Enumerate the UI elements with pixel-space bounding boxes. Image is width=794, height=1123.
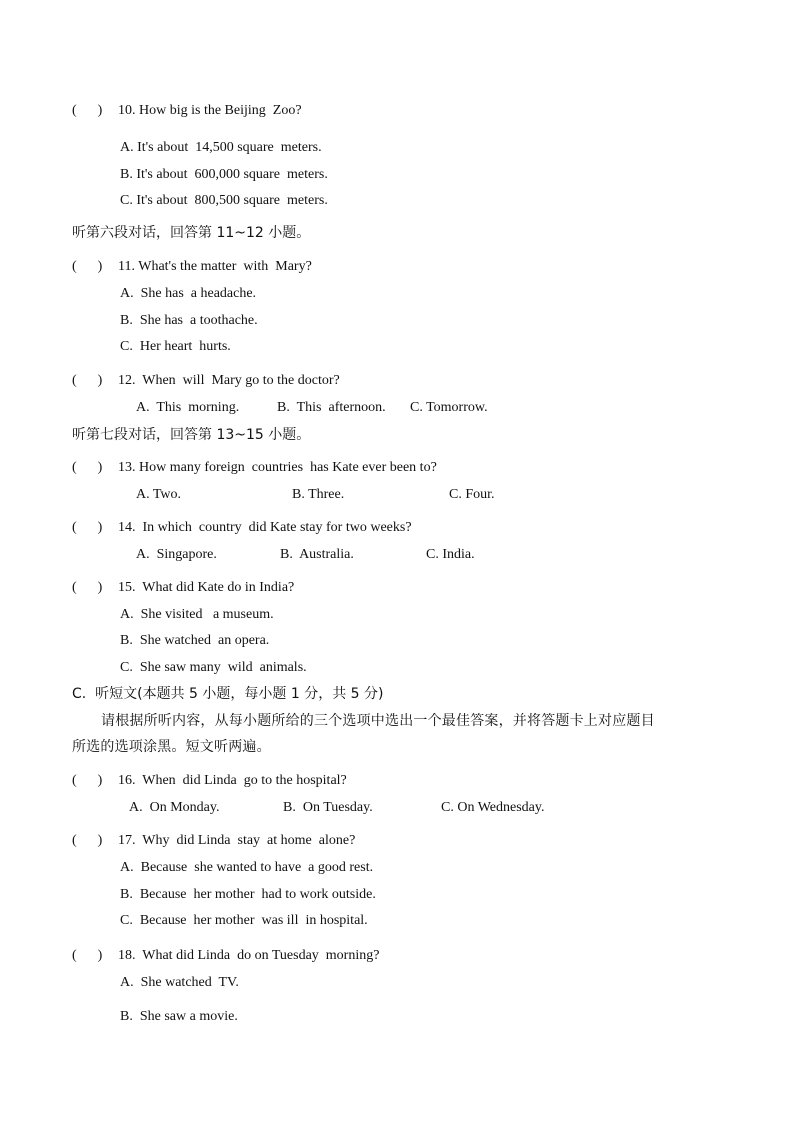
- option-c: C. It's about 800,500 square meters.: [120, 193, 328, 208]
- answer-blank: ( ): [72, 773, 103, 788]
- option-a: A. Singapore.: [136, 547, 217, 562]
- option-b: B. She has a toothache.: [120, 313, 258, 328]
- part-c-heading: C. 听短文(本题共 5 小题，每小题 1 分，共 5 分): [72, 686, 384, 702]
- option-b: B. Three.: [292, 487, 345, 502]
- question-stem: 11. What's the matter with Mary?: [118, 259, 312, 274]
- question-stem: 14. In which country did Kate stay for two weeks?: [118, 520, 412, 535]
- section-heading-6: 听第六段对话，回答第 11~12 小题。: [72, 225, 311, 241]
- option-a: A. On Monday.: [129, 800, 220, 815]
- question-stem: 13. How many foreign countries has Kate ever been to?: [118, 460, 437, 475]
- option-c: C. Her heart hurts.: [120, 339, 231, 354]
- answer-blank: ( ): [72, 948, 103, 963]
- option-c: C. India.: [426, 547, 475, 562]
- option-a: A. It's about 14,500 square meters.: [120, 140, 322, 155]
- option-b: B. Australia.: [280, 547, 354, 562]
- answer-blank: ( ): [72, 460, 103, 475]
- question-stem: 10. How big is the Beijing Zoo?: [118, 103, 302, 118]
- option-a: A. She watched TV.: [120, 975, 239, 990]
- part-c-instruction: 请根据所听内容，从每小题所给的三个选项中选出一个最佳答案，并将答题卡上对应题目: [101, 713, 655, 729]
- option-a: A. This morning.: [136, 400, 240, 415]
- question-stem: 16. When did Linda go to the hospital?: [118, 773, 347, 788]
- question-stem: 15. What did Kate do in India?: [118, 580, 295, 595]
- option-b: B. She saw a movie.: [120, 1009, 238, 1024]
- answer-blank: ( ): [72, 580, 103, 595]
- option-a: A. Two.: [136, 487, 182, 502]
- option-a: A. She visited a museum.: [120, 607, 274, 622]
- answer-blank: ( ): [72, 259, 103, 274]
- option-b: B. On Tuesday.: [283, 800, 373, 815]
- option-c: C. She saw many wild animals.: [120, 660, 307, 675]
- option-c: C. Four.: [449, 487, 495, 502]
- option-c: C. On Wednesday.: [441, 800, 545, 815]
- option-b: B. Because her mother had to work outside.: [120, 887, 376, 902]
- option-b: B. It's about 600,000 square meters.: [120, 167, 328, 182]
- option-b: B. This afternoon.: [277, 400, 386, 415]
- question-stem: 18. What did Linda do on Tuesday morning?: [118, 948, 380, 963]
- part-c-instruction-cont: 所选的选项涂黑。短文听两遍。: [72, 739, 271, 755]
- option-c: C. Tomorrow.: [410, 400, 488, 415]
- answer-blank: ( ): [72, 103, 103, 118]
- answer-blank: ( ): [72, 833, 103, 848]
- option-b: B. She watched an opera.: [120, 633, 270, 648]
- option-c: C. Because her mother was ill in hospital.: [120, 913, 368, 928]
- option-a: A. She has a headache.: [120, 286, 257, 301]
- section-heading-7: 听第七段对话，回答第 13~15 小题。: [72, 427, 311, 443]
- question-stem: 17. Why did Linda stay at home alone?: [118, 833, 356, 848]
- answer-blank: ( ): [72, 373, 103, 388]
- question-stem: 12. When will Mary go to the doctor?: [118, 373, 340, 388]
- answer-blank: ( ): [72, 520, 103, 535]
- option-a: A. Because she wanted to have a good rest.: [120, 860, 374, 875]
